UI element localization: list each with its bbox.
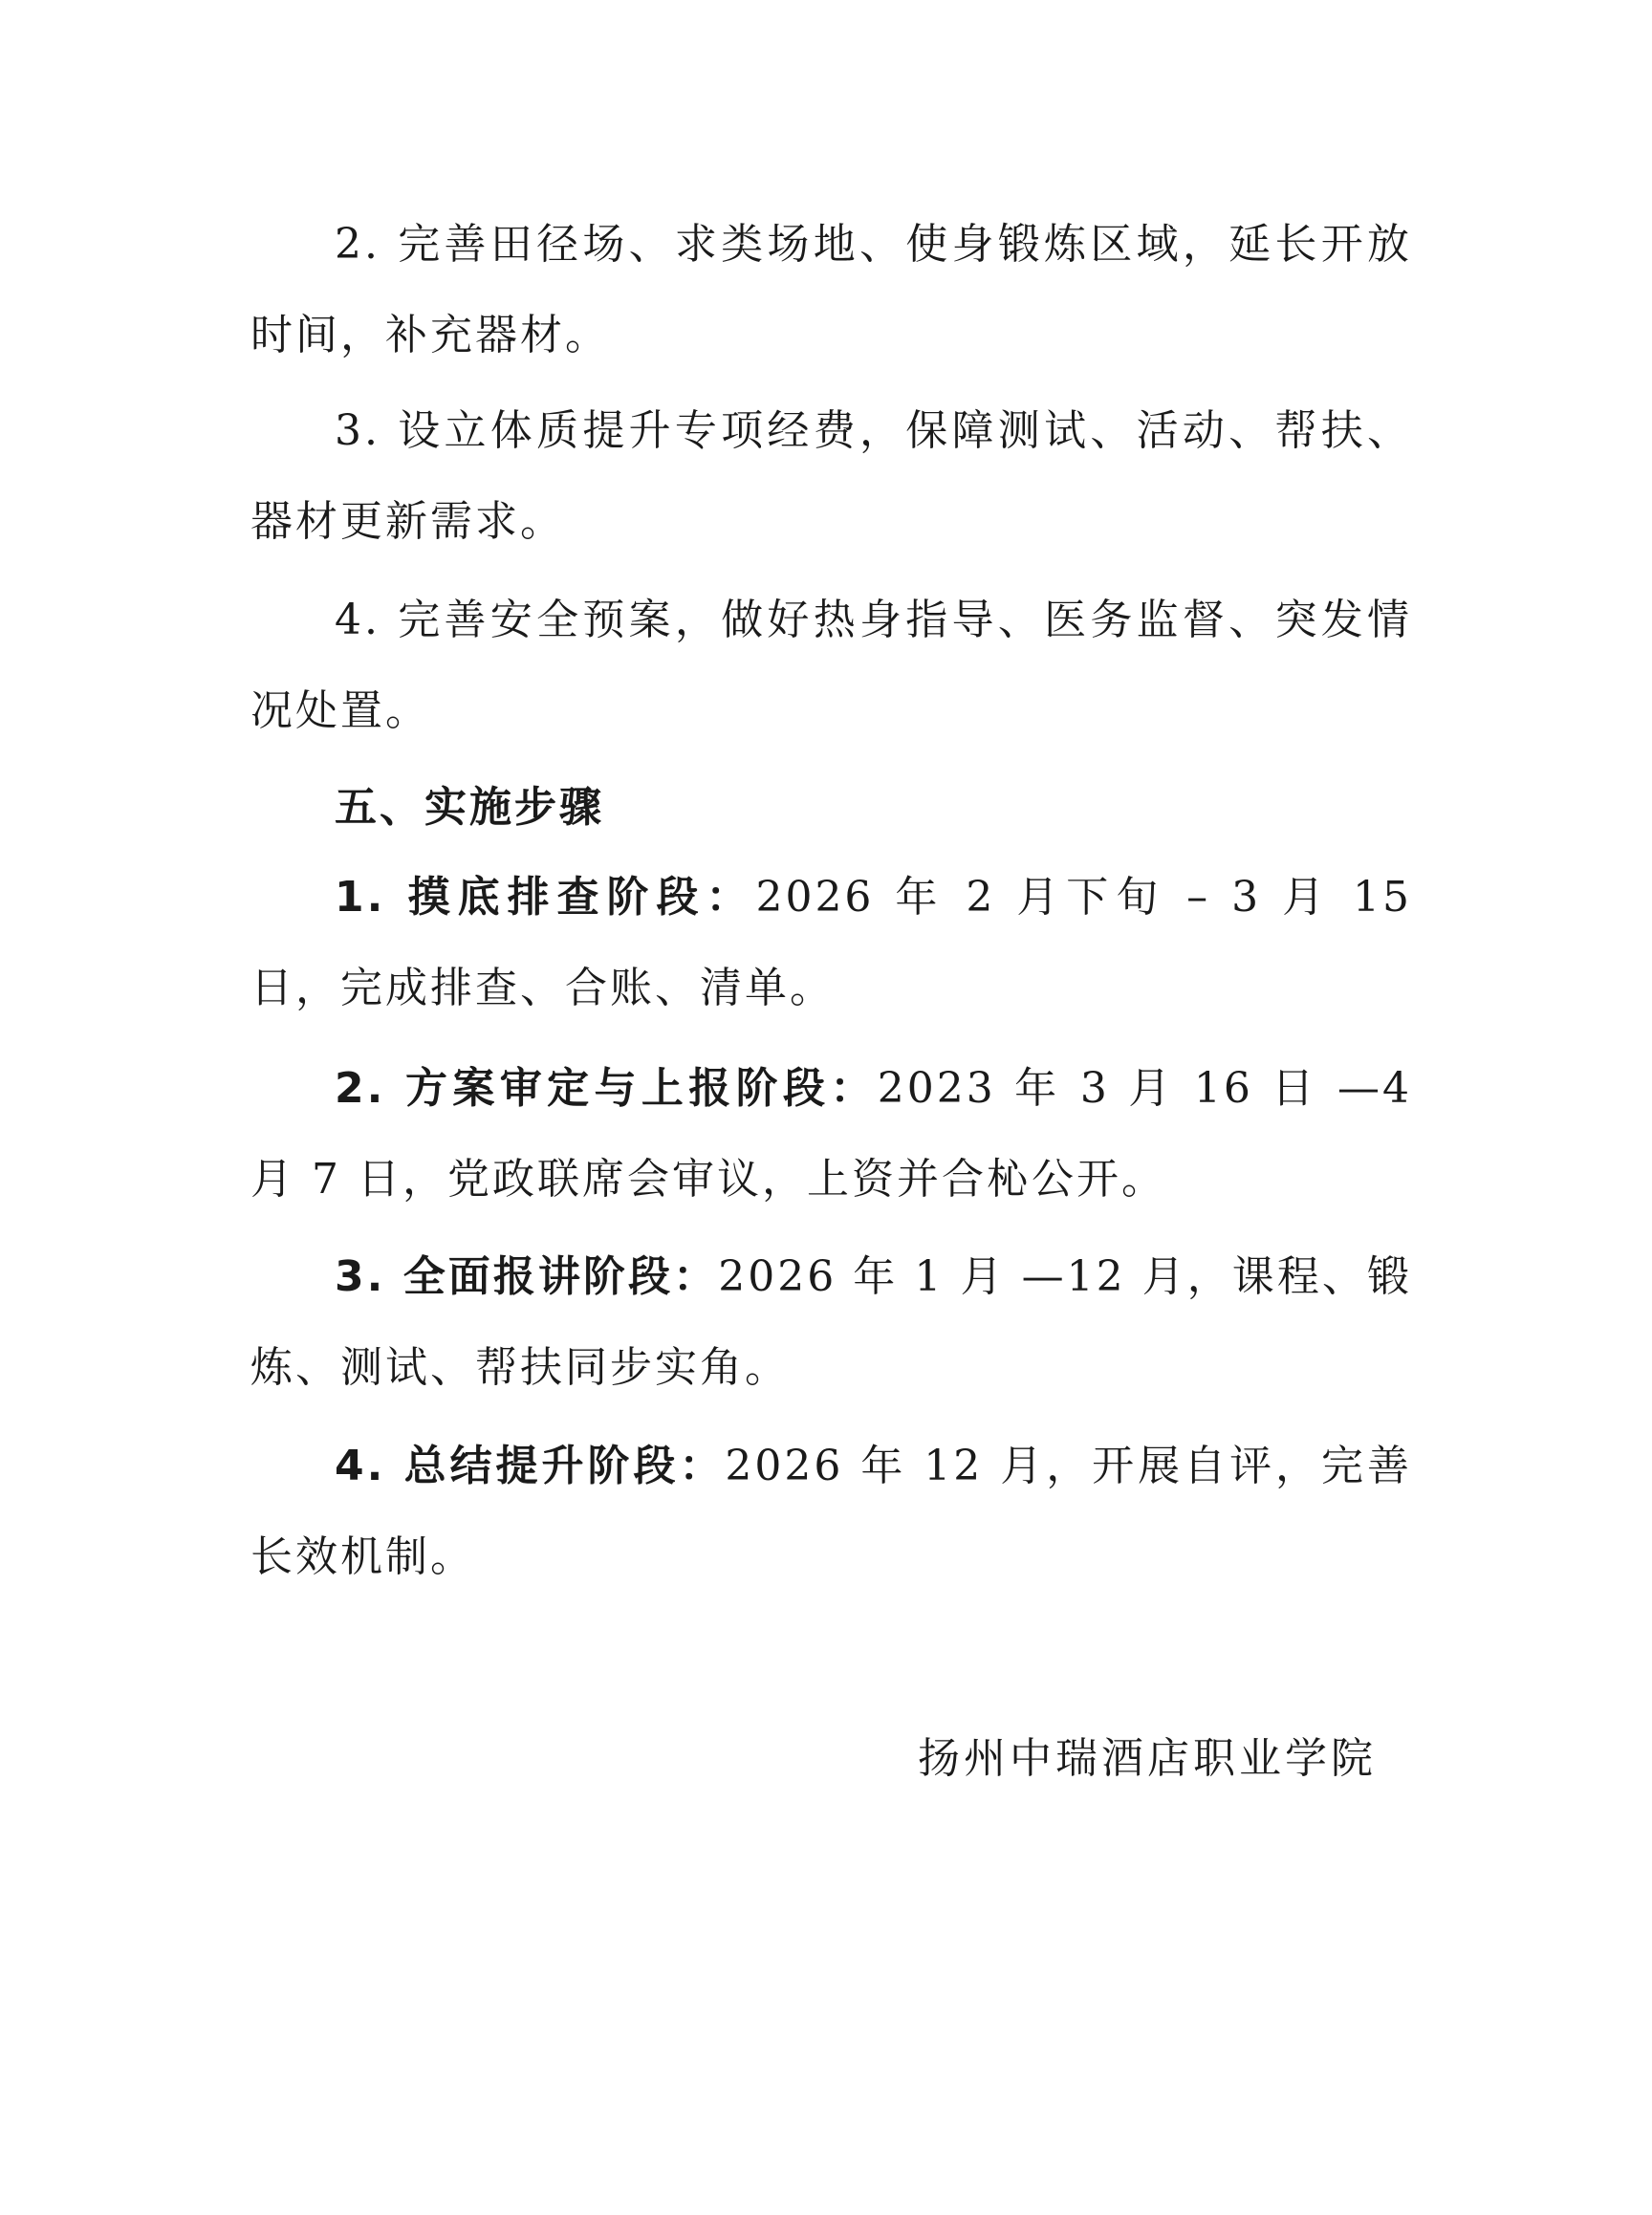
step-text: 2026 年 2 月下旬 – 3 月 15 日，完成排查、合账、清单。 (250, 873, 1413, 1012)
support-item-text: 4. 完善安全预案，做好热身指导、医务监督、突发情况处置。 (250, 596, 1412, 735)
step-text: 2026 年 1 月 —12 月，课程、锻炼、测试、帮扶同步实角。 (250, 1252, 1412, 1392)
step-text: 2026 年 12 月，开展自评，完善长效机制。 (250, 1442, 1412, 1581)
step-1 (250, 852, 1412, 1033)
signature-institution: 扬州中瑞酒店职业学院 (918, 1734, 1377, 1783)
step-3 (250, 1231, 1412, 1413)
support-item-2 (250, 199, 1412, 380)
section-heading: 五、实施步骤 (335, 783, 604, 832)
step-lead: 2. 方案审定与上报阶段： (335, 1064, 878, 1113)
support-item-text: 2. 完善田径场、求类场地、使身锻炼区域，延长开放时间，补充器材。 (250, 220, 1412, 359)
support-item-text: 3. 设立体质提升专项经费，保障测试、活动、帮扶、器材更新需求。 (250, 406, 1412, 546)
step-lead: 1. 摸底排查阶段： (335, 873, 756, 922)
step-text: 2023 年 3 月 16 日 —4 月 7 日，党政联席会审议，上资并合杺公开。 (250, 1064, 1412, 1204)
support-item-4 (250, 575, 1412, 756)
step-lead: 3. 全面报讲阶段： (335, 1252, 719, 1301)
step-4 (250, 1421, 1412, 1602)
step-lead: 4. 总结提升阶段： (335, 1442, 726, 1490)
support-item-3 (250, 385, 1412, 567)
step-2 (250, 1043, 1412, 1225)
